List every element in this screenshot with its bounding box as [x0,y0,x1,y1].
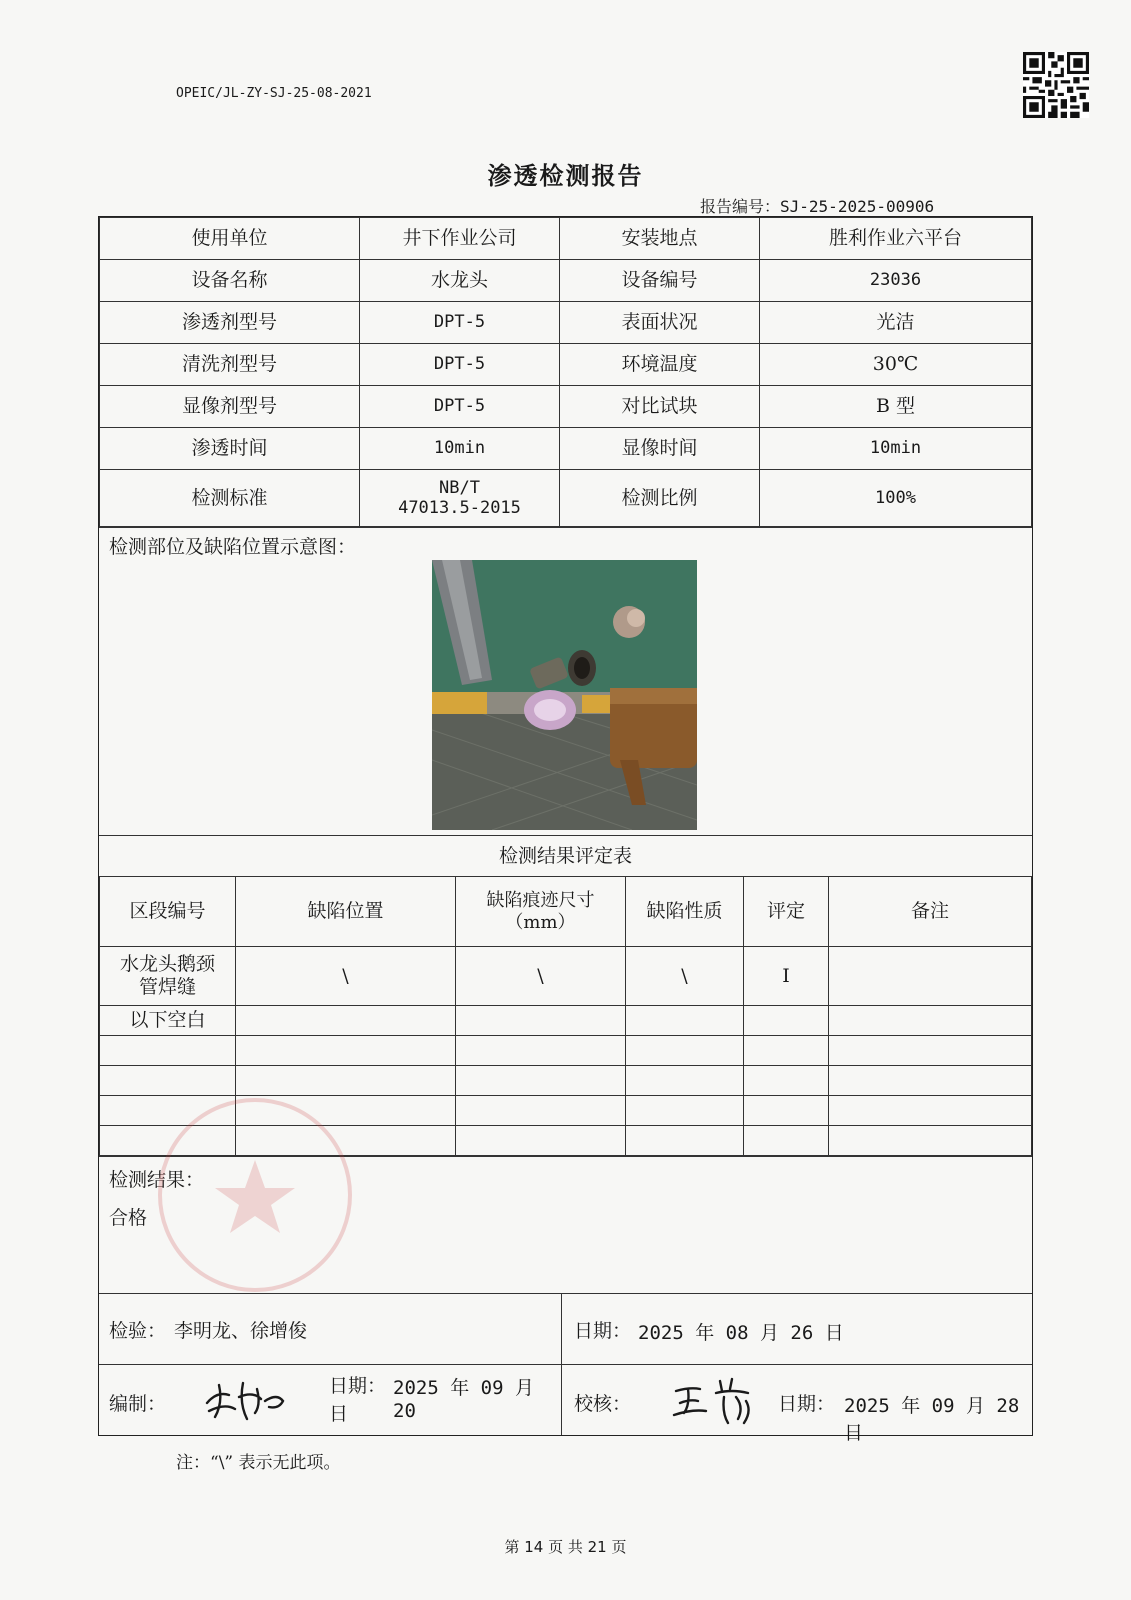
section-cell [100,947,236,1006]
size-cell: \ [456,947,626,1006]
info-value: 井下作业公司 [360,218,560,260]
info-label: 显像时间 [560,428,760,470]
page-number: 第 14 页 共 21 页 [504,1538,627,1556]
position-cell: \ [236,947,456,1006]
info-value: 水龙头 [360,260,560,302]
header-remark: 备注 [829,877,1032,947]
standard-value [360,470,560,527]
info-row [100,302,1032,344]
table-row [100,1006,1032,1036]
inspection-cell [99,1294,561,1364]
header-position: 缺陷位置 [236,877,456,947]
info-value: 光洁 [760,302,1032,344]
header-size-unit: （mm） [505,911,576,933]
report-number [700,194,934,217]
inspection-date: 2025 年 08 月 26 日 [638,1322,844,1344]
result-label: 检测结果： [109,1169,205,1191]
report-title: 渗透检测报告 [487,162,644,190]
approval-row [99,1364,1032,1444]
diagram-section [99,527,1032,835]
document-code: OPEIC/JL-ZY-SJ-25-08-2021 [176,86,372,101]
grade-cell: I [744,947,829,1006]
info-row-standard [100,470,1032,527]
review-cell [561,1365,1032,1444]
inspection-photo [432,560,697,830]
info-label: 使用单位 [100,218,360,260]
header-size [456,877,626,947]
report-number-value: SJ-25-2025-00906 [780,197,935,216]
info-label: 渗透剂型号 [100,302,360,344]
header-section: 区段编号 [100,877,236,947]
header-grade: 评定 [744,877,829,947]
review-date: 2025 年 09 月 28 日 [844,1395,1020,1444]
info-label: 表面状况 [560,302,760,344]
table-row [100,1036,1032,1066]
reviewer-signature [670,1371,770,1429]
info-table [99,217,1032,527]
diagram-label: 检测部位及缺陷位置示意图： [109,536,357,558]
inspectors: 李明龙、徐增俊 [174,1320,308,1342]
inspect-label: 检验： [109,1320,167,1342]
header-size-label: 缺陷痕迹尺寸 [486,889,595,911]
header-nature: 缺陷性质 [626,877,744,947]
footnote: 注：“\” 表示无此项。 [176,1453,341,1473]
inspection-date-cell [561,1294,1032,1364]
qr-code-icon [1023,52,1089,118]
date-label: 日期： [574,1320,632,1342]
info-label: 设备名称 [100,260,360,302]
info-value: B 型 [760,386,1032,428]
info-value: DPT-5 [360,344,560,386]
date-label: 日期： [778,1393,836,1415]
inspection-row [99,1293,1032,1364]
date-label: 日期： [329,1375,387,1397]
info-label: 清洗剂型号 [100,344,360,386]
info-value: 10min [360,428,560,470]
section-cell: 以下空白 [100,1006,236,1036]
info-label: 对比试块 [560,386,760,428]
standard-code: NB/T [439,477,480,498]
info-label: 检测比例 [560,470,760,527]
compile-date: 2025 年 09 月 20 [393,1377,534,1422]
section-line: 管焊缝 [138,976,196,998]
standard-number: 47013.5-2015 [398,498,521,518]
table-row [100,947,1032,1006]
info-value: 30℃ [760,344,1032,386]
info-row [100,218,1032,260]
info-row [100,386,1032,428]
remark-cell [829,947,1032,1006]
evaluation-title: 检测结果评定表 [99,835,1032,876]
section-line: 水龙头鹅颈 [119,953,215,976]
info-row [100,344,1032,386]
report-number-label: 报告编号： [700,197,781,216]
info-label: 安装地点 [560,218,760,260]
compiler-signature [199,1373,299,1425]
review-label: 校核： [574,1393,632,1415]
info-label: 显像剂型号 [100,386,360,428]
info-label: 设备编号 [560,260,760,302]
compile-cell [99,1365,561,1435]
info-label: 渗透时间 [100,428,360,470]
compile-date-suffix: 日 [329,1403,349,1425]
info-label: 检测标准 [100,470,360,527]
info-label: 环境温度 [560,344,760,386]
info-value: 23036 [760,260,1032,302]
info-row [100,428,1032,470]
info-value: DPT-5 [360,386,560,428]
info-value: 胜利作业六平台 [760,218,1032,260]
info-value: DPT-5 [360,302,560,344]
evaluation-header-row [100,877,1032,947]
nature-cell: \ [626,947,744,1006]
compile-label: 编制： [109,1393,167,1415]
info-row [100,260,1032,302]
info-value: 100% [760,470,1032,527]
info-value: 10min [760,428,1032,470]
result-value: 合格 [109,1207,148,1229]
official-seal [150,1090,360,1300]
